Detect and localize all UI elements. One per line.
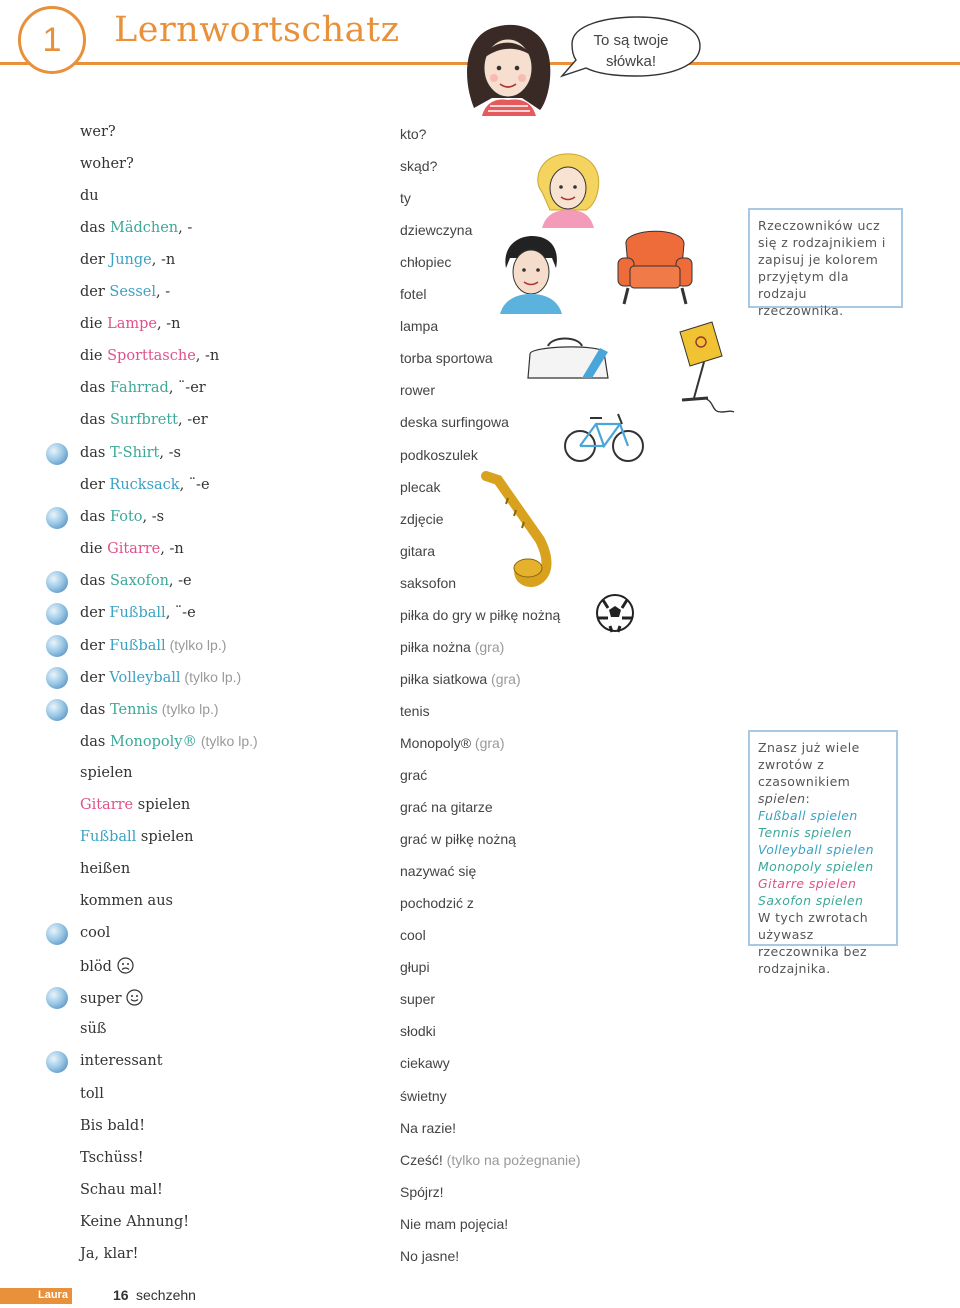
article: der	[80, 476, 105, 493]
info-box-outro: W tych zwrotach używasz rzeczownika bez rodzajnika.	[758, 910, 869, 976]
german-term	[80, 893, 173, 909]
spielen-example: Monopoly spielen	[758, 859, 874, 874]
noun-word: spielen	[80, 765, 133, 781]
plural-suffix: spielen	[133, 797, 191, 814]
noun-word: toll	[80, 1085, 104, 1102]
saxophone-illustration	[476, 470, 586, 592]
german-term	[80, 1118, 145, 1134]
german-term	[80, 925, 110, 941]
vocab-row	[0, 1021, 700, 1051]
noun-word: Gitarre	[80, 797, 134, 814]
polish-translation: No jasne!	[400, 1247, 460, 1264]
noun-word: Fußball	[109, 637, 166, 654]
globe-icon	[46, 603, 68, 625]
plural-suffix: , -e	[168, 572, 192, 589]
globe-icon	[46, 507, 68, 529]
usage-note: (tylko lp.)	[180, 668, 242, 685]
polish-translation: ciekawy	[400, 1055, 450, 1072]
globe-icon	[46, 923, 68, 945]
article: das	[80, 220, 106, 237]
plural-suffix: , -n	[195, 348, 220, 365]
noun-word: Sessel	[109, 284, 157, 301]
chapter-number-badge: 1	[18, 6, 86, 74]
vocab-row	[0, 1118, 700, 1148]
translation-note: (gra)	[471, 734, 505, 751]
german-term	[80, 605, 196, 621]
info-box-examples	[758, 807, 888, 909]
german-term	[80, 1214, 189, 1230]
german-term	[80, 1053, 163, 1069]
happy-face-icon	[126, 989, 143, 1006]
plural-suffix: , -s	[159, 444, 181, 461]
usage-note: (tylko lp.)	[165, 636, 227, 653]
polish-translation: dziewczyna	[400, 222, 473, 239]
noun-word: Fahrrad	[109, 380, 169, 397]
vocab-row	[0, 765, 700, 795]
article: der	[80, 669, 105, 686]
article: die	[80, 316, 103, 333]
vocab-row	[0, 861, 700, 891]
polish-translation: kto?	[400, 126, 427, 142]
polish-translation: grać w piłkę nożną	[400, 831, 516, 848]
german-term	[80, 509, 164, 525]
noun-word: süß	[80, 1021, 107, 1038]
vocab-row	[0, 509, 700, 539]
polish-translation: skąd?	[400, 158, 438, 175]
vocab-row	[0, 733, 700, 763]
vocab-row	[0, 1182, 700, 1212]
spielen-example: Saxofon spielen	[758, 893, 864, 908]
article: die	[80, 540, 103, 557]
globe-icon	[46, 443, 68, 465]
polish-translation: podkoszulek	[400, 446, 478, 463]
vocab-row	[0, 925, 700, 955]
girl-illustration	[452, 18, 564, 116]
plural-suffix: , -	[178, 220, 193, 237]
polish-translation: gitara	[400, 542, 436, 559]
polish-translation: cool	[400, 927, 426, 944]
translation-note: (gra)	[487, 670, 521, 687]
translation-note: (tylko na pożegnanie)	[442, 1151, 581, 1168]
polish-translation: pochodzić z	[400, 895, 474, 912]
german-term	[80, 1246, 139, 1262]
noun-word: kommen aus	[80, 893, 173, 910]
article: die	[80, 348, 103, 365]
usage-note: (tylko lp.)	[157, 700, 219, 717]
vocab-row	[0, 989, 700, 1019]
translation-note: (gra)	[470, 638, 505, 655]
globe-icon	[46, 987, 68, 1009]
spielen-example: Volleyball spielen	[758, 842, 874, 857]
vocab-row	[0, 701, 700, 731]
noun-word: Volleyball	[109, 669, 181, 686]
noun-word: blöd	[80, 959, 112, 976]
article: das	[80, 701, 106, 718]
globe-icon	[46, 635, 68, 657]
noun-word: Fußball	[80, 829, 137, 846]
plural-suffix: , -n	[157, 316, 181, 333]
german-term	[80, 445, 181, 461]
noun-word: Gitarre	[107, 540, 161, 557]
vocab-row	[0, 541, 700, 571]
info-box-verb: spielen	[758, 791, 806, 806]
noun-word: Rucksack	[109, 476, 180, 493]
polish-translation: głupi	[400, 959, 430, 976]
plural-suffix: , -	[156, 284, 171, 301]
vocab-row	[0, 893, 700, 923]
armchair-illustration	[614, 222, 696, 308]
german-term	[80, 701, 219, 718]
article: das	[80, 733, 106, 750]
polish-translation: Cześć! (tylko na pożegnanie)	[400, 1151, 581, 1168]
article: das	[80, 412, 106, 429]
noun-word: wer?	[80, 124, 116, 140]
article: das	[80, 380, 106, 397]
noun-word: Mädchen	[109, 220, 179, 237]
vocab-row	[0, 669, 700, 699]
polish-translation: zdjęcie	[400, 510, 444, 527]
sad-face-icon	[117, 957, 134, 974]
polish-translation: Spójrz!	[400, 1183, 444, 1200]
vocab-row	[0, 1053, 700, 1083]
vocab-row	[0, 957, 700, 987]
polish-translation: super	[400, 991, 436, 1008]
noun-word: T-Shirt	[109, 444, 160, 461]
info-box-text: Rzeczowników ucz się z rodzajnikiem i zapisuj je kolorem przyjętym dla rodzaju rzeczownika.	[758, 218, 886, 318]
noun-word: Ja, klar!	[80, 1245, 139, 1262]
article: der	[80, 637, 105, 654]
plural-suffix: , -n	[151, 252, 176, 269]
info-box-intro: Znasz już wiele zwrotów z czasownikiem	[758, 740, 860, 789]
german-term	[80, 573, 192, 589]
football-illustration	[594, 592, 636, 634]
page-number: 16	[113, 1287, 129, 1303]
noun-word: Monopoly®	[109, 733, 197, 750]
noun-word: cool	[80, 925, 111, 942]
polish-translation: chłopiec	[400, 254, 452, 271]
german-term	[80, 989, 143, 1007]
german-term	[80, 284, 170, 300]
polish-translation: piłka nożna (gra)	[400, 638, 505, 655]
polish-translation: lampa	[400, 318, 439, 335]
german-term	[80, 412, 208, 428]
polish-translation: grać na gitarze	[400, 799, 493, 816]
globe-icon	[46, 699, 68, 721]
noun-word: Fußball	[109, 604, 166, 621]
article: der	[80, 604, 105, 621]
vocab-row	[0, 1246, 700, 1276]
spielen-example: Gitarre spielen	[758, 876, 857, 891]
noun-word: heißen	[80, 861, 131, 878]
german-term	[80, 156, 134, 172]
german-term	[80, 380, 206, 396]
polish-translation: saksofon	[400, 574, 457, 591]
german-term	[80, 477, 210, 493]
article: das	[80, 508, 106, 525]
polish-translation: grać	[400, 767, 428, 783]
polish-translation: deska surfingowa	[400, 414, 509, 431]
article: der	[80, 252, 105, 269]
plural-suffix: , -er	[178, 412, 208, 429]
plural-suffix: spielen	[136, 829, 194, 846]
vocab-row	[0, 284, 700, 314]
spielen-example: Fußball spielen	[758, 808, 858, 823]
noun-word: super	[80, 991, 122, 1008]
vocab-row	[0, 252, 700, 282]
noun-word: Tschüss!	[80, 1149, 144, 1166]
noun-word: Tennis	[109, 701, 158, 718]
noun-word: Sporttasche	[107, 348, 196, 365]
polish-translation: Nie mam pojęcia!	[400, 1215, 509, 1232]
german-term	[80, 1150, 144, 1166]
noun-word: Bis bald!	[80, 1117, 146, 1134]
plural-suffix: , -s	[142, 508, 165, 525]
polish-translation: fotel	[400, 286, 427, 303]
usage-note: (tylko lp.)	[196, 732, 258, 749]
noun-word: Saxofon	[109, 572, 169, 589]
noun-word: Junge	[109, 252, 152, 269]
german-term	[80, 1086, 104, 1102]
polish-translation: piłka siatkowa (gra)	[400, 670, 521, 687]
speech-bubble-text: To są twoje słówka!	[593, 32, 669, 70]
blonde-girl-illustration	[528, 150, 608, 230]
noun-word: Keine Ahnung!	[80, 1213, 190, 1230]
german-term	[80, 669, 241, 686]
page-number-word: sechzehn	[136, 1287, 196, 1303]
polish-translation: świetny	[400, 1087, 447, 1104]
noun-word: Schau mal!	[80, 1181, 163, 1198]
polish-translation: ty	[400, 190, 411, 207]
article: der	[80, 284, 105, 301]
vocab-row	[0, 1086, 700, 1116]
german-term	[80, 252, 175, 268]
german-term	[80, 220, 192, 236]
vocab-row	[0, 829, 700, 859]
plural-suffix: , ¨-e	[179, 476, 210, 493]
german-term	[80, 829, 193, 845]
german-term	[80, 124, 116, 140]
footer-label: Laura	[38, 1289, 68, 1301]
vocab-row	[0, 1214, 700, 1244]
page-title: Lernwortschatz	[114, 10, 408, 50]
spielen-example: Tennis spielen	[758, 825, 852, 840]
polish-translation: Monopoly® (gra)	[400, 734, 505, 751]
polish-translation: piłka do gry w piłkę nożną	[400, 606, 561, 623]
german-term	[80, 637, 226, 654]
plural-suffix: , -n	[160, 540, 184, 557]
polish-translation: nazywać się	[400, 863, 477, 880]
polish-translation: tenis	[400, 702, 430, 719]
lamp-illustration	[664, 318, 738, 422]
globe-icon	[46, 667, 68, 689]
sports-bag-illustration	[524, 334, 616, 384]
vocab-row	[0, 797, 700, 827]
article: das	[80, 444, 106, 461]
plural-suffix: , ¨-e	[165, 604, 196, 621]
bicycle-illustration	[562, 404, 646, 466]
german-term	[80, 861, 130, 877]
noun-word: Foto	[109, 508, 143, 525]
info-box-gender-colors	[748, 208, 903, 318]
german-term	[80, 765, 133, 781]
noun-word: du	[80, 188, 99, 205]
german-term	[80, 348, 219, 364]
noun-word: interessant	[80, 1053, 163, 1070]
article: das	[80, 572, 106, 589]
polish-translation: rower	[400, 382, 436, 399]
german-term	[80, 733, 258, 750]
vocab-row	[0, 1150, 700, 1180]
noun-word: woher?	[80, 156, 134, 173]
german-term	[80, 957, 134, 975]
german-term	[80, 797, 190, 813]
noun-word: Lampe	[107, 316, 158, 333]
noun-word: Surfbrett	[109, 412, 179, 429]
german-term	[80, 541, 184, 557]
globe-icon	[46, 571, 68, 593]
german-term	[80, 1182, 163, 1198]
boy-illustration	[494, 232, 566, 314]
polish-translation: plecak	[400, 478, 441, 495]
vocab-row	[0, 477, 700, 507]
globe-icon	[46, 1051, 68, 1073]
info-box-spielen: Znasz już wiele zwrotów z czasownikiem spielen: Fußball spielen Tennis spielen Volleyball spielen Monopoly spielen Gitarre spielen Saxofon spielen W tych zwrotach używasz rzeczownika bez rodzajnika.	[748, 730, 898, 946]
vocab-row	[0, 637, 700, 667]
german-term	[80, 1021, 106, 1037]
polish-translation: Na razie!	[400, 1119, 457, 1136]
german-term	[80, 188, 99, 204]
plural-suffix: , ¨-er	[168, 380, 206, 397]
polish-translation: słodki	[400, 1023, 436, 1040]
german-term	[80, 316, 180, 332]
polish-translation: torba sportowa	[400, 350, 493, 367]
